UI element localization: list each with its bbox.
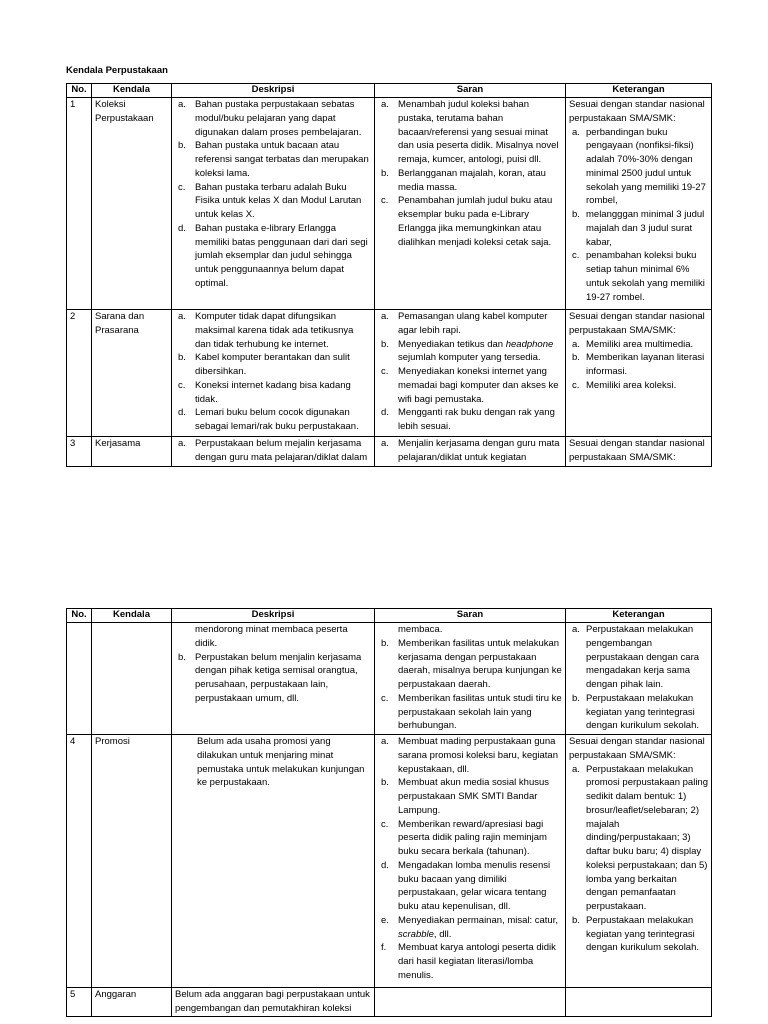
keterangan-intro: Sesuai dengan standar nasional perpustakaan SMA/SMK: [569, 736, 705, 761]
list-item: d. Mengadakan lomba menulis resensi buku bacaan yang dimiliki perpustakaan, gelar wicara tentang buku atau kepenulisan, dll. [381, 859, 551, 912]
row-kendala: Sarana dan Prasarana [92, 310, 172, 437]
keterangan-intro: Sesuai dengan standar nasional perpustakaan SMA/SMK: [569, 438, 705, 463]
row-kendala: Anggaran [92, 988, 172, 1017]
list-item: a. Membuat mading perpustakaan guna sarana promosi koleksi baru, kegiatan kepustakaan, dll. [381, 736, 559, 775]
keterangan-intro: Sesuai dengan standar nasional perpustakaan SMA/SMK: [569, 99, 705, 124]
list-item: f. Membuat karya antologi peserta didik dari hasil kegiatan literasi/lomba menulis. [381, 942, 556, 981]
row-saran [375, 735, 566, 988]
list-item: a. Perpustakaan melakukan pengembangan perpustakaan dengan cara mengadakan kerja sama dengan pihak lain. [572, 624, 700, 690]
header-no: No. [67, 609, 92, 623]
table-row [67, 988, 712, 1017]
kendala-table-2 [66, 608, 712, 1017]
table-header-row [67, 609, 712, 623]
list-item: c. Memberikan fasilitas untuk studi tiru ke perpustakaan sekolah lain yang berhubungan. [381, 692, 562, 732]
list-item: a. Menjalin kerjasama dengan guru mata pelajaran/diklat untuk kegiatan [381, 438, 560, 463]
header-no: No. [67, 84, 92, 98]
row-number: 1 [67, 98, 92, 310]
row-number: 2 [67, 310, 92, 437]
list-item: c. Penambahan jumlah judul buku atau eksemplar buku pada e-Library Erlangga jika memungkinkan atau dialihkan menjadi koleksi cetak saja. [381, 195, 553, 248]
list-item: a. perbandingan buku pengayaan (nonfiksi-fiksi) adalah 70%-30% dengan minimal 2500 judul untuk sekolah yang memiliki 19-27 rombel, [572, 126, 706, 207]
list-item: c. Menyediakan koneksi internet yang memadai bagi komputer dan akses ke wifi bagi pemustaka. [381, 366, 559, 405]
table-row [67, 623, 712, 735]
list-item: d. Mengganti rak buku dengan rak yang lebih sesuai. [381, 407, 555, 432]
row-number: 4 [67, 735, 92, 988]
list-item: d. Lemari buku belum cocok digunakan sebagai lemari/rak buku perpustakaan. [178, 407, 359, 432]
list-item-continuation: membaca. [398, 624, 443, 635]
header-deskripsi: Deskripsi [172, 84, 375, 98]
row-kendala: Promosi [92, 735, 172, 988]
table-row [67, 310, 712, 437]
row-kendala [92, 623, 172, 735]
list-item: c. penambahan koleksi buku setiap tahun minimal 6% untuk sekolah yang memiliki 19-27 rombel. [572, 250, 705, 303]
row-deskripsi [172, 437, 375, 467]
row-saran [375, 98, 566, 310]
list-item: a. Perpustakaan belum mejalin kerjasama dengan guru mata pelajaran/diklat dalam [178, 438, 368, 463]
list-item: b. melangggan minimal 3 judul majalah dan 3 judul surat kabar, [572, 209, 705, 248]
list-item: a. Perpustakaan melakukan promosi perpustakaan paling sedikit dalam bentuk: 1) brosur/leaflet/selebaran; 2) majalah dinding/perpustakaan; 3) daftar buku baru; 4) display koleksi perpustakaan; dan 5) lomba yang berkaitan dengan pemanfaatan perpustakaan. [572, 763, 708, 912]
row-number: 3 [67, 437, 92, 467]
list-item: d. Bahan pustaka e-library Erlangga memiliki batas penggunaan dari dari segi jumlah eksemplar dan judul sehingga untuk penggunaannya belum dapat optimal. [178, 222, 368, 289]
row-kendala: Koleksi Perpustakaan [92, 98, 172, 310]
header-saran: Saran [375, 609, 566, 623]
table-header-row [67, 84, 712, 98]
row-deskripsi [172, 623, 375, 735]
list-item: c. Koneksi internet kadang bisa kadang tidak. [178, 379, 351, 405]
list-item-continuation: mendorong minat membaca peserta didik. [195, 624, 348, 649]
row-keterangan [566, 310, 712, 437]
row-keterangan [566, 988, 712, 1017]
header-keterangan: Keterangan [566, 609, 712, 623]
row-deskripsi: Belum ada anggaran bagi perpustakaan untuk pengembangan dan pemutakhiran koleksi [172, 988, 375, 1017]
list-item: e. Menyediakan permainan, misal: catur, scrabble, dll. [381, 914, 558, 940]
row-deskripsi [172, 98, 375, 310]
table-row [67, 437, 712, 467]
table-row [67, 98, 712, 310]
header-keterangan: Keterangan [566, 84, 712, 98]
row-saran [375, 988, 566, 1017]
list-item: b. Menyediakan tetikus dan headphone sejumlah komputer yang tersedia. [381, 338, 554, 364]
row-saran [375, 623, 566, 735]
list-item: c. Memiliki area koleksi. [572, 379, 677, 391]
row-number [67, 623, 92, 735]
row-deskripsi [172, 310, 375, 437]
list-item: a. Memiliki area multimedia. [572, 338, 694, 350]
list-item: b. Memberikan fasilitas untuk melakukan kerjasama dengan perpustakaan daerah, misalnya berupa kunjungan ke perpustakaan daerah. [381, 637, 562, 690]
page-title: Kendala Perpustakaan [66, 65, 168, 76]
list-item: a. Komputer tidak dapat difungsikan maksimal karena tidak ada tetikusnya dan tidak terhubung ke internet. [178, 311, 354, 350]
kendala-table-1 [66, 83, 712, 467]
list-item: a. Menambah judul koleksi bahan pustaka, terutama bahan bacaan/referensi yang sesuai minat dan usia peserta didik. Misalnya novel remaja, kumcer, antologi, puisi dll. [381, 99, 559, 165]
row-deskripsi [172, 735, 375, 988]
row-kendala: Kerjasama [92, 437, 172, 467]
list-item: b. Membuat akun media sosial khusus perpustakaan SMK SMTI Bandar Lampung. [381, 777, 550, 816]
row-keterangan [566, 623, 712, 735]
list-item: b. Kabel komputer berantakan dan sulit dibersihkan. [178, 352, 350, 377]
row-keterangan [566, 735, 712, 988]
list-item: b. Perpustakaan melakukan kegiatan yang terintegrasi dengan kurikulum sekolah. [572, 692, 700, 732]
list-item: c. Bahan pustaka terbaru adalah Buku Fisika untuk kelas X dan Modul Larutan untuk kelas X. [178, 181, 362, 220]
list-item: b. Memberikan layanan literasi informasi. [572, 352, 705, 377]
list-item: a. Bahan pustaka perpustakaan sebatas modul/buku pelajaran yang dapat digunakan dalam proses pembelajaran. [178, 99, 362, 138]
list-item: c. Memberikan reward/apresiasi bagi peserta didik paling rajin meminjam buku secara berkala (tahunan). [381, 818, 547, 857]
header-kendala: Kendala [92, 84, 172, 98]
list-item: b. Bahan pustaka untuk bacaan atau referensi sangat terbatas dan merupakan koleksi lama. [178, 140, 369, 179]
table-row [67, 735, 712, 988]
row-saran [375, 437, 566, 467]
row-keterangan [566, 437, 712, 467]
row-number: 5 [67, 988, 92, 1017]
header-saran: Saran [375, 84, 566, 98]
header-deskripsi: Deskripsi [172, 609, 375, 623]
list-item: b. Perpustakaan melakukan kegiatan yang terintegrasi dengan kurikulum sekolah. [572, 914, 700, 954]
list-item: b. Perpustakan belum menjalin kerjasama dengan pihak ketiga semisal orangtua, perusahaan, perpustakaan lain, perpustakaan umum, dll. [178, 651, 362, 704]
deskripsi-text: Belum ada usaha promosi yang dilakukan untuk menjaring minat pemustaka untuk melakukan kunjungan ke perpustakaan. [197, 736, 365, 789]
row-keterangan [566, 98, 712, 310]
list-item: a. Pemasangan ulang kabel komputer agar lebih rapi. [381, 311, 548, 336]
list-item: b. Berlangganan majalah, koran, atau media massa. [381, 167, 546, 193]
row-saran [375, 310, 566, 437]
keterangan-intro: Sesuai dengan standar nasional perpustakaan SMA/SMK: [569, 311, 705, 336]
header-kendala: Kendala [92, 609, 172, 623]
